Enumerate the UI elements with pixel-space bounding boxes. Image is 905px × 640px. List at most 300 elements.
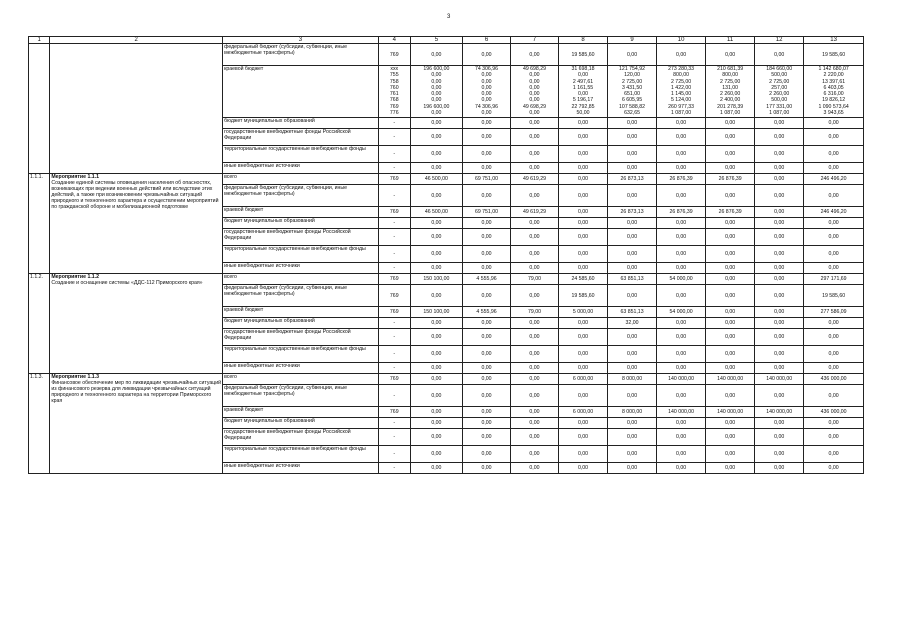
amount-cell: 0,00 <box>463 446 511 463</box>
amount-cell: 0,00 <box>410 463 462 474</box>
table-body <box>29 37 864 474</box>
amount-cell: 0,00 <box>510 163 558 174</box>
funding-source: иные внебюджетные источники <box>223 463 379 474</box>
amount-cell: 0,00 <box>558 218 607 229</box>
amount-value: 0,00 <box>431 110 442 117</box>
budget-code: - <box>378 118 410 129</box>
amount-cell: 0,00 <box>804 229 864 246</box>
amount-value: 107 588,82 <box>619 103 646 110</box>
amount-cell: 0,00 <box>755 429 804 446</box>
amount-cell: 0,00 <box>463 146 511 163</box>
amount-cell: 0,00 <box>608 218 657 229</box>
amount-cell: 0,00 <box>706 163 755 174</box>
budget-code: - <box>378 218 410 229</box>
amount-value: 0,00 <box>481 110 492 117</box>
amount-value: 2 497,61 <box>572 78 594 85</box>
amount-value: 0,00 <box>481 84 492 91</box>
budget-code: 769 <box>378 174 410 185</box>
amount-cell <box>657 66 706 118</box>
amount-cell <box>558 66 607 118</box>
amount-cell: 0,00 <box>410 285 462 307</box>
item-name <box>50 274 223 374</box>
funding-source: иные внебюджетные источники <box>223 363 379 374</box>
amount-cell: 0,00 <box>510 44 558 66</box>
amount-cell: 0,00 <box>510 385 558 407</box>
amount-cell: 0,00 <box>463 229 511 246</box>
amount-cell: 0,00 <box>608 446 657 463</box>
amount-value: 210 681,39 <box>717 66 744 72</box>
amount-cell: 0,00 <box>657 346 706 363</box>
amount-cell: 0,00 <box>410 163 462 174</box>
amount-value: 74 306,96 <box>474 103 499 110</box>
amount-value: 1 142 680,07 <box>818 66 849 72</box>
amount-cell: 0,00 <box>510 218 558 229</box>
code-value: 755 <box>389 72 399 79</box>
amount-cell: 0,00 <box>558 163 607 174</box>
amount-value: 2 220,00 <box>823 72 844 79</box>
column-number: 7 <box>510 37 558 44</box>
code-value: 760 <box>389 84 399 91</box>
column-number: 8 <box>558 37 607 44</box>
amount-cell: 0,00 <box>755 207 804 218</box>
amount-cell: 0,00 <box>558 118 607 129</box>
amount-value: 31 698,18 <box>571 66 595 72</box>
funding-source: всего <box>223 374 379 385</box>
amount-cell: 0,00 <box>463 129 511 146</box>
amount-cell: 436 000,00 <box>804 407 864 418</box>
column-number: 5 <box>410 37 462 44</box>
item-number: 1.1.1. <box>29 174 50 274</box>
amount-cell: 49 619,29 <box>510 174 558 185</box>
amount-cell: 0,00 <box>706 44 755 66</box>
budget-table <box>28 36 864 474</box>
column-number: 6 <box>463 37 511 44</box>
amount-cell: 26 876,39 <box>657 207 706 218</box>
funding-source: иные внебюджетные источники <box>223 163 379 174</box>
measure-description: Создание и оснащение системы «ДДС-112 Приморского края» <box>51 280 203 286</box>
amount-cell: 0,00 <box>558 207 607 218</box>
amount-cell: 0,00 <box>657 429 706 446</box>
amount-cell: 0,00 <box>804 385 864 407</box>
amount-value: 0,00 <box>431 84 442 91</box>
amount-value: 49 698,29 <box>522 66 547 72</box>
amount-cell: 5 000,00 <box>558 307 607 318</box>
funding-source: государственные внебюджетные фонды Российской Федерации <box>223 329 379 346</box>
column-number: 10 <box>657 37 706 44</box>
amount-cell: 0,00 <box>558 429 607 446</box>
amount-cell: 0,00 <box>463 318 511 329</box>
amount-cell: 0,00 <box>463 246 511 263</box>
amount-cell: 0,00 <box>510 118 558 129</box>
amount-value: 651,00 <box>624 91 640 98</box>
table-row <box>29 44 864 66</box>
amount-cell: 0,00 <box>410 418 462 429</box>
amount-cell: 4 555,96 <box>463 307 511 318</box>
amount-cell: 0,00 <box>510 129 558 146</box>
amount-cell <box>706 66 755 118</box>
amount-value: 19 826,12 <box>822 97 846 104</box>
amount-cell: 0,00 <box>706 385 755 407</box>
amount-cell <box>463 66 511 118</box>
amount-cell: 150 100,00 <box>410 307 462 318</box>
amount-cell: 0,00 <box>804 329 864 346</box>
funding-source: государственные внебюджетные фонды Российской Федерации <box>223 429 379 446</box>
amount-value: 2 725,00 <box>621 78 643 85</box>
amount-cell: 0,00 <box>410 429 462 446</box>
amount-cell: 0,00 <box>463 185 511 207</box>
amount-cell: 0,00 <box>804 163 864 174</box>
amount-cell: 0,00 <box>608 246 657 263</box>
funding-source: федеральный бюджет (субсидии, субвенции, иные межбюджетные трансферты) <box>223 285 379 307</box>
column-number: 13 <box>804 37 864 44</box>
amount-cell: 0,00 <box>410 185 462 207</box>
amount-cell: 0,00 <box>510 246 558 263</box>
amount-cell: 0,00 <box>706 329 755 346</box>
amount-cell: 0,00 <box>410 363 462 374</box>
amount-cell: 0,00 <box>410 446 462 463</box>
amount-cell: 0,00 <box>410 44 462 66</box>
funding-source: территориальные государственные внебюджетные фонды <box>223 246 379 263</box>
amount-cell: 0,00 <box>410 374 462 385</box>
table-row <box>29 374 864 385</box>
amount-cell: 0,00 <box>463 385 511 407</box>
amount-cell: 140 000,00 <box>706 374 755 385</box>
amount-cell: 0,00 <box>755 118 804 129</box>
budget-code: - <box>378 385 410 407</box>
amount-value: 500,00 <box>771 72 788 79</box>
amount-cell: 0,00 <box>463 118 511 129</box>
amount-cell <box>410 66 462 118</box>
funding-source: краевой бюджет <box>223 66 379 118</box>
amount-cell: 0,00 <box>463 363 511 374</box>
amount-cell: 0,00 <box>755 218 804 229</box>
amount-cell: 24 585,60 <box>558 274 607 285</box>
amount-cell: 0,00 <box>755 229 804 246</box>
amount-cell: 0,00 <box>706 429 755 446</box>
amount-cell: 0,00 <box>755 446 804 463</box>
budget-code: 769 <box>378 407 410 418</box>
funding-source: всего <box>223 274 379 285</box>
amount-cell: 0,00 <box>706 274 755 285</box>
budget-code: - <box>378 246 410 263</box>
amount-cell: 0,00 <box>463 44 511 66</box>
amount-cell: 0,00 <box>510 318 558 329</box>
amount-cell: 19 585,60 <box>558 44 607 66</box>
amount-cell: 0,00 <box>657 385 706 407</box>
amount-cell: 0,00 <box>706 446 755 463</box>
amount-cell: 150 100,00 <box>410 274 462 285</box>
amount-value: 3 943,65 <box>823 110 844 117</box>
amount-cell: 0,00 <box>657 44 706 66</box>
amount-cell: 0,00 <box>510 329 558 346</box>
amount-cell: 0,00 <box>558 463 607 474</box>
amount-cell: 0,00 <box>706 263 755 274</box>
amount-cell: 0,00 <box>755 246 804 263</box>
budget-code: - <box>378 329 410 346</box>
amount-value: 196 600,00 <box>423 66 450 72</box>
amount-cell: 0,00 <box>510 363 558 374</box>
amount-cell: 0,00 <box>804 185 864 207</box>
amount-value: 22 792,85 <box>571 103 595 110</box>
amount-value: 1 090 573,64 <box>818 103 849 110</box>
amount-cell: 0,00 <box>755 318 804 329</box>
column-number: 3 <box>223 37 379 44</box>
amount-cell: 26 873,13 <box>608 174 657 185</box>
amount-value: 49 698,29 <box>522 103 547 110</box>
amount-cell: 0,00 <box>608 118 657 129</box>
amount-cell: 0,00 <box>608 44 657 66</box>
amount-cell: 0,00 <box>558 418 607 429</box>
item-name <box>50 44 223 174</box>
amount-cell: 0,00 <box>706 229 755 246</box>
amount-cell: 0,00 <box>804 346 864 363</box>
funding-source: иные внебюджетные источники <box>223 263 379 274</box>
amount-cell: 49 619,29 <box>510 207 558 218</box>
amount-cell: 0,00 <box>410 318 462 329</box>
amount-value: 13 397,61 <box>822 78 846 85</box>
amount-cell: 0,00 <box>410 263 462 274</box>
amount-cell: 0,00 <box>558 146 607 163</box>
amount-cell: 0,00 <box>410 385 462 407</box>
budget-code: 769 <box>378 207 410 218</box>
amount-value: 1 145,00 <box>670 91 692 98</box>
amount-cell: 0,00 <box>510 285 558 307</box>
amount-cell: 0,00 <box>706 307 755 318</box>
item-name <box>50 374 223 474</box>
amount-cell: 0,00 <box>804 263 864 274</box>
amount-cell: 0,00 <box>558 385 607 407</box>
amount-cell: 0,00 <box>755 463 804 474</box>
measure-description: Финансовое обеспечение мер по ликвидации чрезвычайных ситуаций из финансового резерва для ликвидации чрезвычайных ситуаций природного и техногенного характера на территории Приморского края <box>51 380 222 404</box>
amount-cell: 0,00 <box>706 218 755 229</box>
amount-cell: 0,00 <box>657 146 706 163</box>
amount-value: 1 087,00 <box>670 110 692 117</box>
amount-value: 121 754,92 <box>619 66 646 72</box>
amount-cell: 0,00 <box>410 218 462 229</box>
amount-value: 120,00 <box>624 72 640 79</box>
amount-cell: 0,00 <box>510 429 558 446</box>
amount-value: 0,00 <box>577 91 589 98</box>
amount-cell: 69 751,00 <box>463 174 511 185</box>
amount-cell: 0,00 <box>755 274 804 285</box>
amount-cell: 0,00 <box>804 246 864 263</box>
item-number <box>29 44 50 174</box>
amount-value: 5 196,17 <box>572 97 594 104</box>
amount-cell: 54 000,00 <box>657 274 706 285</box>
amount-cell: 0,00 <box>755 129 804 146</box>
amount-cell: 54 000,00 <box>657 307 706 318</box>
column-number: 1 <box>29 37 50 44</box>
amount-cell: 246 496,20 <box>804 174 864 185</box>
amount-cell: 0,00 <box>657 329 706 346</box>
budget-code: - <box>378 263 410 274</box>
amount-cell: 0,00 <box>608 363 657 374</box>
amount-value: 0,00 <box>529 110 540 117</box>
amount-cell: 0,00 <box>558 185 607 207</box>
amount-cell: 0,00 <box>657 246 706 263</box>
funding-source: территориальные государственные внебюджетные фонды <box>223 346 379 363</box>
amount-cell: 0,00 <box>755 163 804 174</box>
amount-cell: 0,00 <box>706 129 755 146</box>
amount-cell: 0,00 <box>608 229 657 246</box>
amount-cell: 0,00 <box>558 363 607 374</box>
amount-cell: 0,00 <box>558 318 607 329</box>
budget-code: 769 <box>378 374 410 385</box>
funding-source: бюджет муниципальных образований <box>223 318 379 329</box>
amount-value: 0,00 <box>481 72 492 79</box>
amount-cell: 0,00 <box>657 185 706 207</box>
column-numbers-row <box>29 37 864 44</box>
amount-cell: 0,00 <box>410 146 462 163</box>
amount-cell: 277 586,09 <box>804 307 864 318</box>
amount-value: 500,00 <box>771 97 788 104</box>
amount-value: 6 316,00 <box>823 91 844 98</box>
amount-cell: 0,00 <box>558 129 607 146</box>
budget-code: - <box>378 463 410 474</box>
amount-value: 0,00 <box>529 97 540 104</box>
amount-cell: 0,00 <box>463 429 511 446</box>
amount-cell: 0,00 <box>608 385 657 407</box>
funding-source: краевой бюджет <box>223 407 379 418</box>
amount-value: 0,00 <box>529 91 540 98</box>
amount-cell: 0,00 <box>558 446 607 463</box>
budget-code: - <box>378 185 410 207</box>
amount-cell <box>755 66 804 118</box>
amount-value: 177 331,00 <box>766 103 793 110</box>
amount-cell: 0,00 <box>410 346 462 363</box>
amount-cell: 0,00 <box>463 407 511 418</box>
measure-title: Мероприятие 1.1.1 <box>51 174 99 180</box>
budget-code <box>378 66 410 118</box>
amount-cell: 63 851,13 <box>608 274 657 285</box>
amount-cell: 0,00 <box>804 118 864 129</box>
item-name <box>50 174 223 274</box>
budget-code: - <box>378 418 410 429</box>
amount-value: 2 400,00 <box>720 97 741 104</box>
amount-cell: 0,00 <box>463 463 511 474</box>
amount-cell: 0,00 <box>558 229 607 246</box>
amount-value: 0,00 <box>431 78 442 85</box>
amount-cell: 0,00 <box>510 146 558 163</box>
amount-cell: 0,00 <box>463 285 511 307</box>
amount-value: 74 306,96 <box>474 66 499 72</box>
amount-value: 131,00 <box>722 84 739 91</box>
amount-cell: 0,00 <box>510 407 558 418</box>
amount-value: 273 280,33 <box>668 66 695 72</box>
table-row <box>29 174 864 185</box>
amount-value: 6 605,95 <box>621 97 643 104</box>
funding-source: федеральный бюджет (субсидии, субвенции, иные межбюджетные трансферты) <box>223 44 379 66</box>
budget-code: - <box>378 429 410 446</box>
amount-cell: 8 000,00 <box>608 374 657 385</box>
budget-code: - <box>378 163 410 174</box>
amount-cell: 0,00 <box>608 185 657 207</box>
funding-source: федеральный бюджет (субсидии, субвенции, иные межбюджетные трансферты) <box>223 185 379 207</box>
amount-cell: 0,00 <box>410 129 462 146</box>
funding-source: федеральный бюджет (субсидии, субвенции, иные межбюджетные трансферты) <box>223 385 379 407</box>
code-value: 768 <box>389 97 399 104</box>
amount-cell: 0,00 <box>657 363 706 374</box>
item-number: 1.1.3. <box>29 374 50 474</box>
amount-value: 0,00 <box>481 91 492 98</box>
amount-cell: 0,00 <box>804 318 864 329</box>
amount-cell: 0,00 <box>463 374 511 385</box>
amount-cell: 0,00 <box>755 44 804 66</box>
amount-value: 2 725,00 <box>670 78 692 85</box>
amount-cell: 0,00 <box>510 463 558 474</box>
amount-value: 196 600,00 <box>423 103 450 110</box>
amount-cell: 0,00 <box>510 229 558 246</box>
amount-value: 0,00 <box>481 78 492 85</box>
amount-cell: 436 000,00 <box>804 374 864 385</box>
amount-cell: 6 000,00 <box>558 374 607 385</box>
amount-cell: 8 000,00 <box>608 407 657 418</box>
amount-cell: 140 000,00 <box>755 407 804 418</box>
amount-cell: 0,00 <box>706 285 755 307</box>
amount-value: 1 161,55 <box>572 84 594 91</box>
amount-cell: 0,00 <box>608 263 657 274</box>
amount-cell: 0,00 <box>510 346 558 363</box>
amount-cell: 0,00 <box>510 446 558 463</box>
amount-cell: 0,00 <box>804 429 864 446</box>
measure-description: Создание единой системы оповещения населения об опасностях, возникающих при ведении военных действий или вследствие этих действий, а также при возникновении чрезвычайных ситуаций природного и техногенного характера и осуществлении мероприятий по гражданской обороне и мобилизационной подготовке <box>51 180 219 210</box>
amount-value: 201 278,39 <box>717 103 744 110</box>
column-number: 11 <box>706 37 755 44</box>
amount-cell: 0,00 <box>706 418 755 429</box>
amount-cell: 0,00 <box>706 463 755 474</box>
funding-source: бюджет муниципальных образований <box>223 418 379 429</box>
amount-cell: 0,00 <box>804 363 864 374</box>
code-value: ххх <box>390 66 399 72</box>
amount-cell: 140 000,00 <box>657 407 706 418</box>
amount-cell: 0,00 <box>804 146 864 163</box>
amount-cell <box>510 66 558 118</box>
amount-cell: 0,00 <box>755 185 804 207</box>
amount-cell: 0,00 <box>657 218 706 229</box>
amount-cell: 0,00 <box>804 129 864 146</box>
amount-value: 1 087,00 <box>720 110 741 117</box>
amount-value: 2 260,00 <box>720 91 741 98</box>
amount-cell: 0,00 <box>463 218 511 229</box>
budget-code: - <box>378 446 410 463</box>
amount-value: 257,00 <box>771 84 788 91</box>
amount-cell: 0,00 <box>657 263 706 274</box>
funding-source: бюджет муниципальных образований <box>223 218 379 229</box>
amount-value: 184 660,00 <box>766 66 793 72</box>
amount-cell: 0,00 <box>463 163 511 174</box>
amount-cell: 0,00 <box>410 118 462 129</box>
amount-value: 1 422,00 <box>670 84 692 91</box>
amount-cell: 19 585,60 <box>558 285 607 307</box>
amount-cell: 26 876,39 <box>657 174 706 185</box>
amount-cell: 19 585,60 <box>804 285 864 307</box>
amount-cell: 0,00 <box>510 418 558 429</box>
amount-cell: 0,00 <box>558 346 607 363</box>
amount-cell: 246 496,20 <box>804 207 864 218</box>
amount-cell: 0,00 <box>410 407 462 418</box>
amount-cell: 0,00 <box>755 285 804 307</box>
amount-value: 0,00 <box>577 72 589 79</box>
column-number: 4 <box>378 37 410 44</box>
amount-cell <box>608 66 657 118</box>
budget-code: 769 <box>378 274 410 285</box>
amount-cell: 0,00 <box>804 463 864 474</box>
amount-value: 0,00 <box>529 78 540 85</box>
amount-cell: 0,00 <box>755 329 804 346</box>
budget-code: - <box>378 129 410 146</box>
amount-value: 1 087,00 <box>769 110 790 117</box>
amount-value: 0,00 <box>431 91 442 98</box>
